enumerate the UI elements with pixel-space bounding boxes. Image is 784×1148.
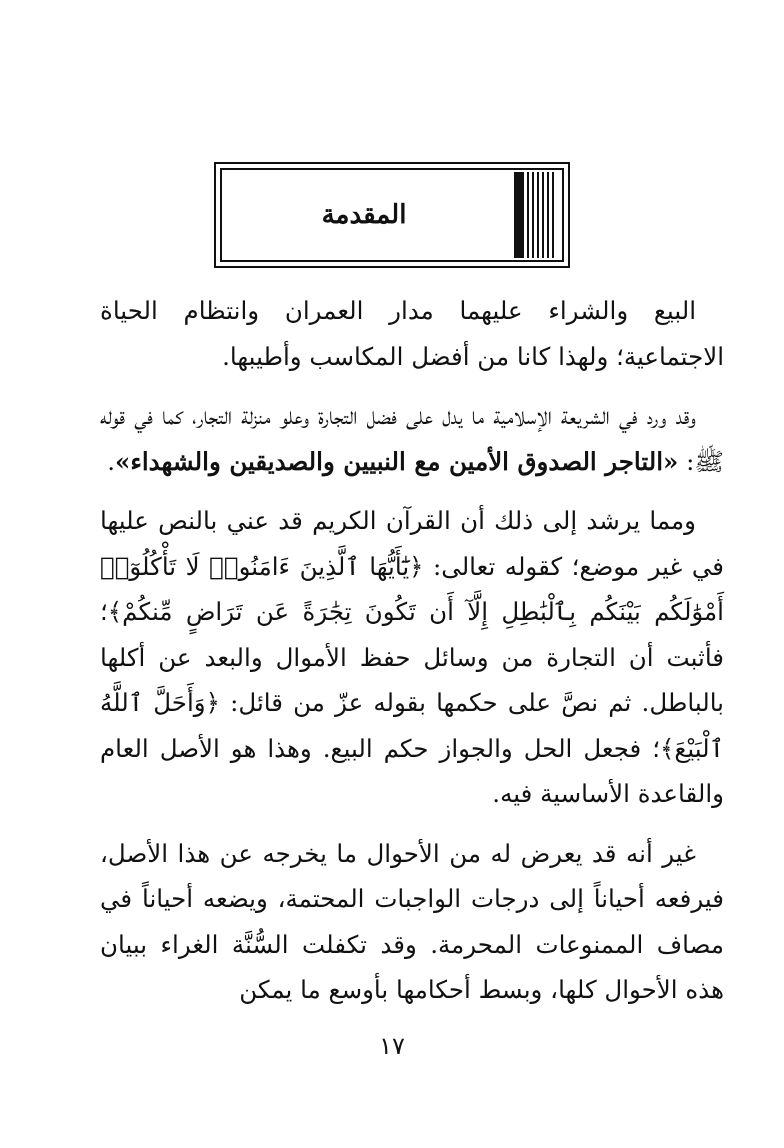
paragraph-4: [100, 831, 724, 1013]
paragraph-segment: غير أنه قد يعرض له من الأحوال ما يخرجه عن هذا الأصل، فيرفعه أحياناً إلى درجات الواجبات المحتمة، ويضعه أحياناً في مصاف الممنوعات المحرمة. وقد تكفلت السُّنَّة الغراء ببيان هذه الأحوال كلها، وبسط أحكامها بأوسع ما يمكن: [100, 838, 724, 1004]
paragraph-segment: ومما يرشد إلى ذلك أن القرآن الكريم قد عني بالنص عليها في غير موضع؛ كقوله تعالى: ﴿يَٰٓأَيُّهَا ٱلَّذِينَ ءَامَنُوا۟ لَا تَأْكُلُوٓا۟ أَمْوَٰلَكُم بَيْنَكُم بِٱلْبَٰطِلِ إِلَّآ أَن تَكُونَ تِجَٰرَةً عَن تَرَاضٍ مِّنكُمْ﴾؛ فأثبت أن التجارة من وسائل حفظ الأموال والبعد عن أكلها بالباطل. ثم نصَّ على حكمها بقوله عزّ من قائل: ﴿وَأَحَلَّ ٱللَّهُ ٱلْبَيْعَ﴾؛ فجعل الحل والجواز حكم البيع. وهذا هو الأصل العام والقاعدة الأساسية فيه.: [100, 506, 724, 808]
title-frame: [214, 162, 570, 268]
paragraph-segment: البيع والشراء عليهما مدار العمران وانتظام الحياة الاجتماعية؛ ولهذا كانا من أفضل المكاسب وأطيبها.: [100, 296, 724, 371]
paragraph-3: [100, 498, 724, 817]
paragraph-segment: وقد ورد في الشريعة الإسلامية ما يدل على فضل التجارة وعلو منزلة التجار، كما في قوله ﷺ:: [100, 401, 724, 476]
paragraph-1: [100, 288, 724, 379]
title-frame-inner: [220, 168, 564, 262]
body-text: [100, 288, 724, 1027]
hadith-quote: «التاجر الصدوق الأمين مع النبيين والصديقين والشهداء»: [115, 446, 679, 476]
paragraph-2: [100, 393, 724, 484]
paragraph-segment: .: [107, 446, 116, 476]
page-number: ١٧: [379, 1032, 405, 1060]
decorative-bars: [510, 172, 554, 258]
page-title: المقدمة: [321, 200, 407, 230]
